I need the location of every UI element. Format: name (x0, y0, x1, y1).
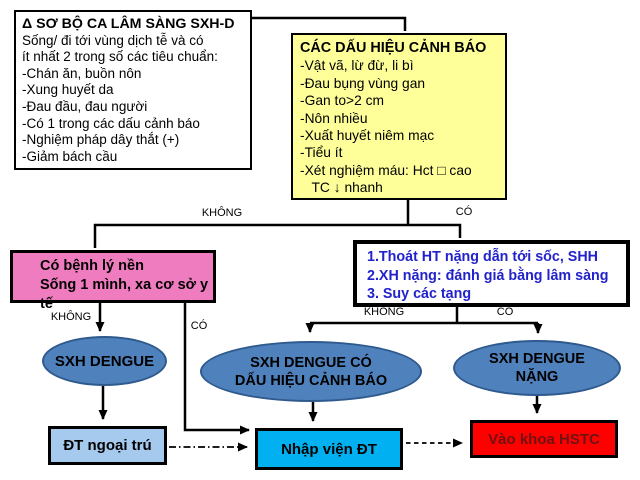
preliminary-criteria-line: Sống/ đi tới vùng dịch tễ và có (22, 32, 204, 48)
preliminary-criteria-line: ít nhất 2 trong số các tiêu chuẩn: (22, 49, 218, 65)
classification-dengue-warning-line: DẤU HIỆU CẢNH BÁO (234, 372, 388, 389)
preliminary-criteria-line: -Giảm bách cầu (22, 148, 118, 164)
classification-dengue-severe (453, 340, 621, 396)
comorbidity-line: Có bệnh lý nền (40, 258, 144, 274)
warning-sign-line: -Xuất huyết niêm mạc (300, 128, 435, 144)
outcome-outpatient-box (48, 426, 167, 465)
comorbidity-line: Sống 1 mình, xa cơ sở y tế (40, 277, 213, 312)
severe-criteria-box (353, 240, 630, 307)
preliminary-criteria-line: -Xung huyết da (22, 82, 114, 98)
severe-criteria-line: 3. Suy các tạng (367, 286, 472, 303)
severe-criteria-line: 2.XH nặng: đánh giá bằng lâm sàng (367, 267, 609, 284)
classification-dengue-warning (200, 341, 422, 402)
classification-dengue-severe-line: SXH DENGUE (489, 351, 585, 367)
outcome-icu-label: Vào khoa HSTC (488, 430, 600, 448)
outcome-icu-box (470, 420, 618, 458)
preliminary-criteria-line: -Chán ăn, buồn nôn (22, 65, 142, 81)
warning-sign-line: -Đau bụng vùng gan (300, 75, 426, 91)
classification-dengue-label: SXH DENGUE (54, 352, 155, 370)
warning-signs-box (291, 33, 507, 200)
warning-signs-title: CÁC DẤU HIỆU CẢNH BÁO (300, 40, 487, 56)
warning-sign-line: -Tiểu ít (300, 145, 343, 161)
warning-sign-line: -Gan to>2 cm (300, 93, 384, 109)
warning-sign-line: -Xét nghiệm máu: Hct □ cao (300, 162, 472, 178)
classification-dengue-severe-line: NẶNG (515, 369, 559, 385)
branch-label-severe-yes: CÓ (496, 306, 514, 318)
preliminary-diagnosis-box (14, 10, 252, 170)
outcome-admission-box (255, 428, 403, 470)
preliminary-criteria-line: -Có 1 trong các dấu cảnh báo (22, 115, 200, 131)
preliminary-diagnosis-title: Δ SƠ BỘ CA LÂM SÀNG SXH-D (22, 16, 235, 32)
preliminary-criteria-line: -Nghiệm pháp dây thắt (+) (22, 132, 180, 148)
comorbidity-box (10, 250, 216, 312)
connector-preliminary-to-warning (252, 18, 405, 31)
branch-label-comorbidity-no: KHÔNG (50, 311, 92, 323)
classification-dengue (42, 336, 167, 386)
warning-sign-line: -Nôn nhiều (300, 110, 368, 126)
branch-label-severe-no: KHÔNG (363, 306, 405, 318)
outcome-admission-label: Nhập viện ĐT (281, 440, 377, 458)
branch-label-comorbidity-yes: CÓ (190, 320, 208, 332)
branch-label-warning-no: KHÔNG (201, 207, 243, 219)
severe-criteria-line: 1.Thoát HT nặng dẫn tới sốc, SHH (367, 249, 598, 265)
warning-sign-line: TC ↓ nhanh (300, 180, 383, 196)
preliminary-criteria-line: -Đau đầu, đau người (22, 98, 148, 114)
warning-sign-line: -Vật vã, lừ đừ, li bì (300, 58, 414, 74)
branch-label-warning-yes: CÓ (455, 206, 473, 218)
outcome-outpatient-label: ĐT ngoại trú (63, 437, 152, 454)
classification-dengue-warning-line: SXH DENGUE CÓ (250, 354, 372, 371)
